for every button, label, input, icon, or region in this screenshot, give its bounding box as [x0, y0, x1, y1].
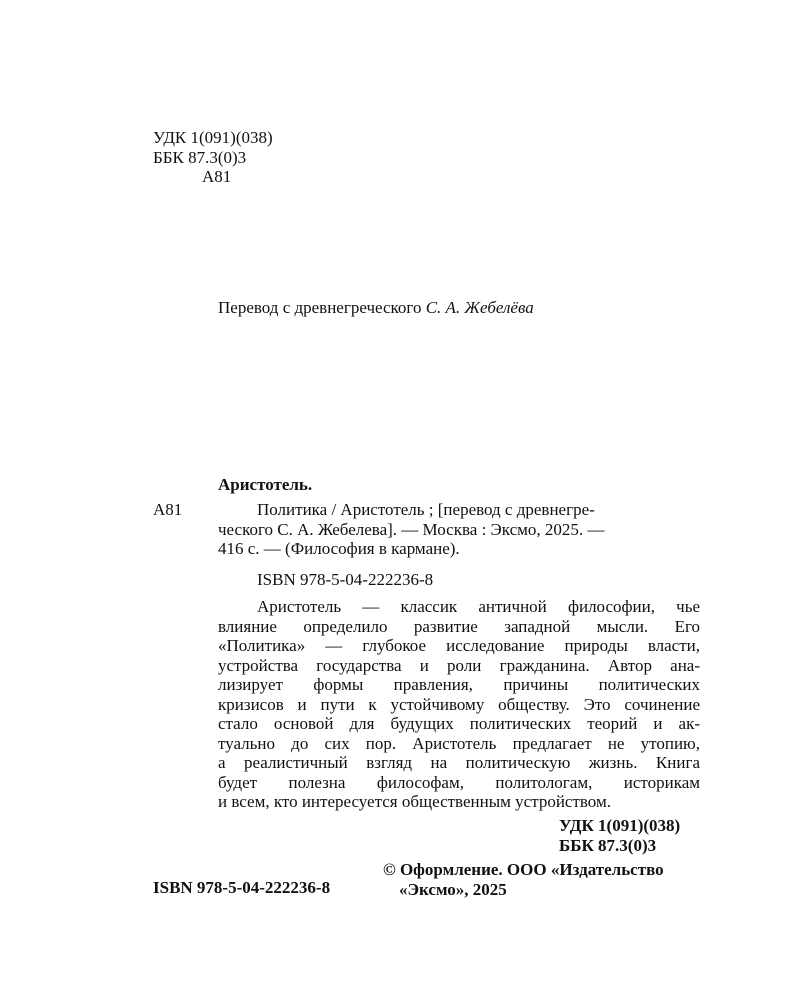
annotation-line: устройства государства и роли гражданина. Автор ана-	[218, 655, 700, 675]
record-heading: Аристотель.	[218, 475, 313, 494]
description-line: Политика / Аристотель ; [перевод с древнегре-	[257, 500, 595, 519]
annotation-line: и всем, кто интересуется общественным устройством.	[218, 792, 611, 811]
bottom-classification	[559, 816, 680, 855]
udk-code-bottom: УДК 1(091)(038)	[559, 816, 681, 835]
footer-isbn: ISBN 978-5-04-222236-8	[153, 878, 331, 897]
translator-name: С. А. Жебелёва	[425, 298, 534, 317]
record-isbn: ISBN 978-5-04-222236-8	[257, 570, 434, 589]
copyright-notice	[383, 860, 664, 899]
translation-prefix: Перевод с древнегреческого	[218, 298, 422, 317]
description-line: 416 с. — (Философия в кармане).	[218, 539, 460, 558]
annotation-line: лизирует формы правления, причины политических	[218, 675, 700, 694]
annotation-line: стало основой для будущих политических теорий и ак-	[218, 714, 700, 733]
record-description	[218, 500, 700, 559]
bbk-code-bottom: ББК 87.3(0)3	[559, 835, 657, 855]
annotation-line: а реалистичный взгляд на политическую жизнь. Книга	[218, 753, 700, 772]
top-classification	[153, 128, 273, 187]
annotation-line: туально до сих пор. Аристотель предлагает не утопию,	[218, 733, 700, 753]
annotation-line: «Политика» — глубокое исследование природы власти,	[218, 636, 700, 655]
description-line: ческого С. А. Жебелева]. — Москва : Эксмо, 2025. —	[218, 519, 605, 539]
translation-credit	[218, 298, 534, 318]
copyright-line: «Эксмо», 2025	[399, 879, 507, 899]
bbk-code: ББК 87.3(0)3	[153, 147, 247, 167]
copyright-line: © Оформление. ООО «Издательство	[383, 860, 664, 879]
annotation-line: кризисов и пути к устойчивому обществу. Это сочинение	[218, 694, 700, 714]
annotation-line: Аристотель — классик античной философии, чье	[257, 597, 700, 616]
annotation-line: влияние определило развитие западной мысли. Его	[218, 616, 700, 636]
annotation	[218, 597, 700, 812]
udk-code: УДК 1(091)(038)	[153, 128, 273, 147]
annotation-line: будет полезна философам, политологам, историкам	[218, 772, 700, 792]
author-mark: А81	[202, 167, 232, 186]
record-author-mark: А81	[153, 500, 183, 519]
